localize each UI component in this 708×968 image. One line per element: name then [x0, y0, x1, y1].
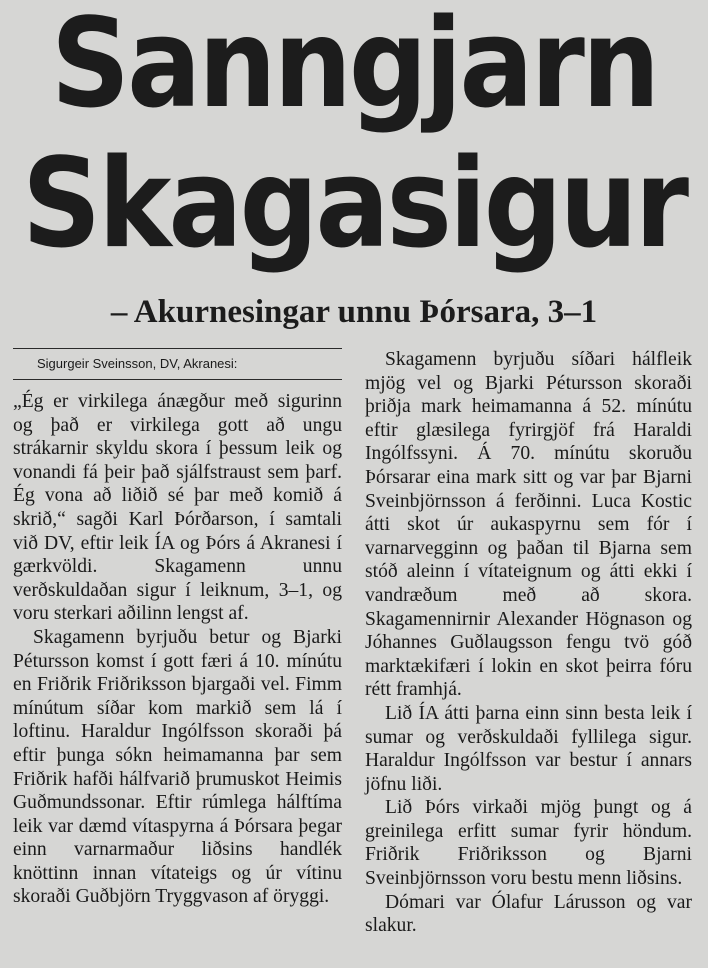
article-column-right [365, 348, 692, 938]
paragraph: Lið Þórs virkaði mjög þungt og á greinilega erfitt sumar fyrir höndum. Friðrik Friðriksson og Bjarni Sveinbjörnsson voru bestu menn liðsins. [365, 797, 692, 890]
subheadline: – Akurnesingar unnu Þórsara, 3–1 [110, 294, 598, 330]
headline-line-1: Sanngjarn [50, 0, 658, 136]
paragraph: Dómari var Ólafur Lárusson og var slakur. [365, 891, 692, 937]
paragraph: Lið ÍA átti þarna einn sinn besta leik í sumar og verðskuldaði fyllilega sigur. Haraldur Ingólfsson var bestur í annars jöfnu liði. [365, 702, 692, 795]
article-column-left [13, 348, 342, 909]
byline: Sigurgeir Sveinsson, DV, Akranesi: [37, 356, 238, 371]
paragraph: „Ég er virkilega ánægður með sigurinn og það er virkilega gott að ungu strákarnir skyldu skora í þessum leik og vonandi fá þeir það sjálfstraust sem þarf. Ég vona að liðið sé þar með komið á skrið,“ sagði Karl Þórðarson, í samtali við DV, eftir leik ÍA og Þórs á Akranesi í gærkvöldi. Skagamenn unnu verðskuldaðan sigur í leiknum, 3–1, og voru sterkari aðilinn lengst af. [13, 391, 342, 625]
paragraph: Skagamenn byrjuðu síðari hálfleik mjög vel og Bjarki Pétursson skoraði þriðja mark heimamanna á 52. mínútu eftir glæsilega fyrirgjöf frá Haraldi Ingólfssyni. Á 70. mínútu skoruðu Þórsarar eina mark sitt og var þar Bjarni Sveinbjörnsson á ferðinni. Luca Kostic átti skot úr aukaspyrnu sem fór í varnarvegginn og þaðan til Bjarna sem stóð aleinn í vítateignum og átti ekki í vandræðum með að skora. Skagamennirnir Alexander Högnason og Jóhannes Guðlaugsson fengu tvö góð marktækifæri í lokin en skot þeirra fóru rétt framhjá. [365, 349, 692, 701]
byline-box [13, 348, 342, 380]
paragraph: Skagamenn byrjuðu betur og Bjarki Pétursson komst í gott færi á 10. mínútu en Friðrik Friðriksson bjargaði vel. Fimm mínútum síðar kom markið sem lá í loftinu. Haraldur Ingólfsson skoraði þá eftir þunga sókn heimamanna þar sem Friðrik hafði hálfvarið þrumuskot Heimis Guðmundssonar. Eftir rúmlega hálftíma leik var dæmd vítaspyrna á Þórsara þegar einn varnarmaður liðsins handlék knöttinn innan vítateigs og úr vítinu skoraði Guðbjörn Tryggvason af öryggi. [13, 626, 342, 908]
headline-line-2: Skagasigur [21, 131, 687, 276]
